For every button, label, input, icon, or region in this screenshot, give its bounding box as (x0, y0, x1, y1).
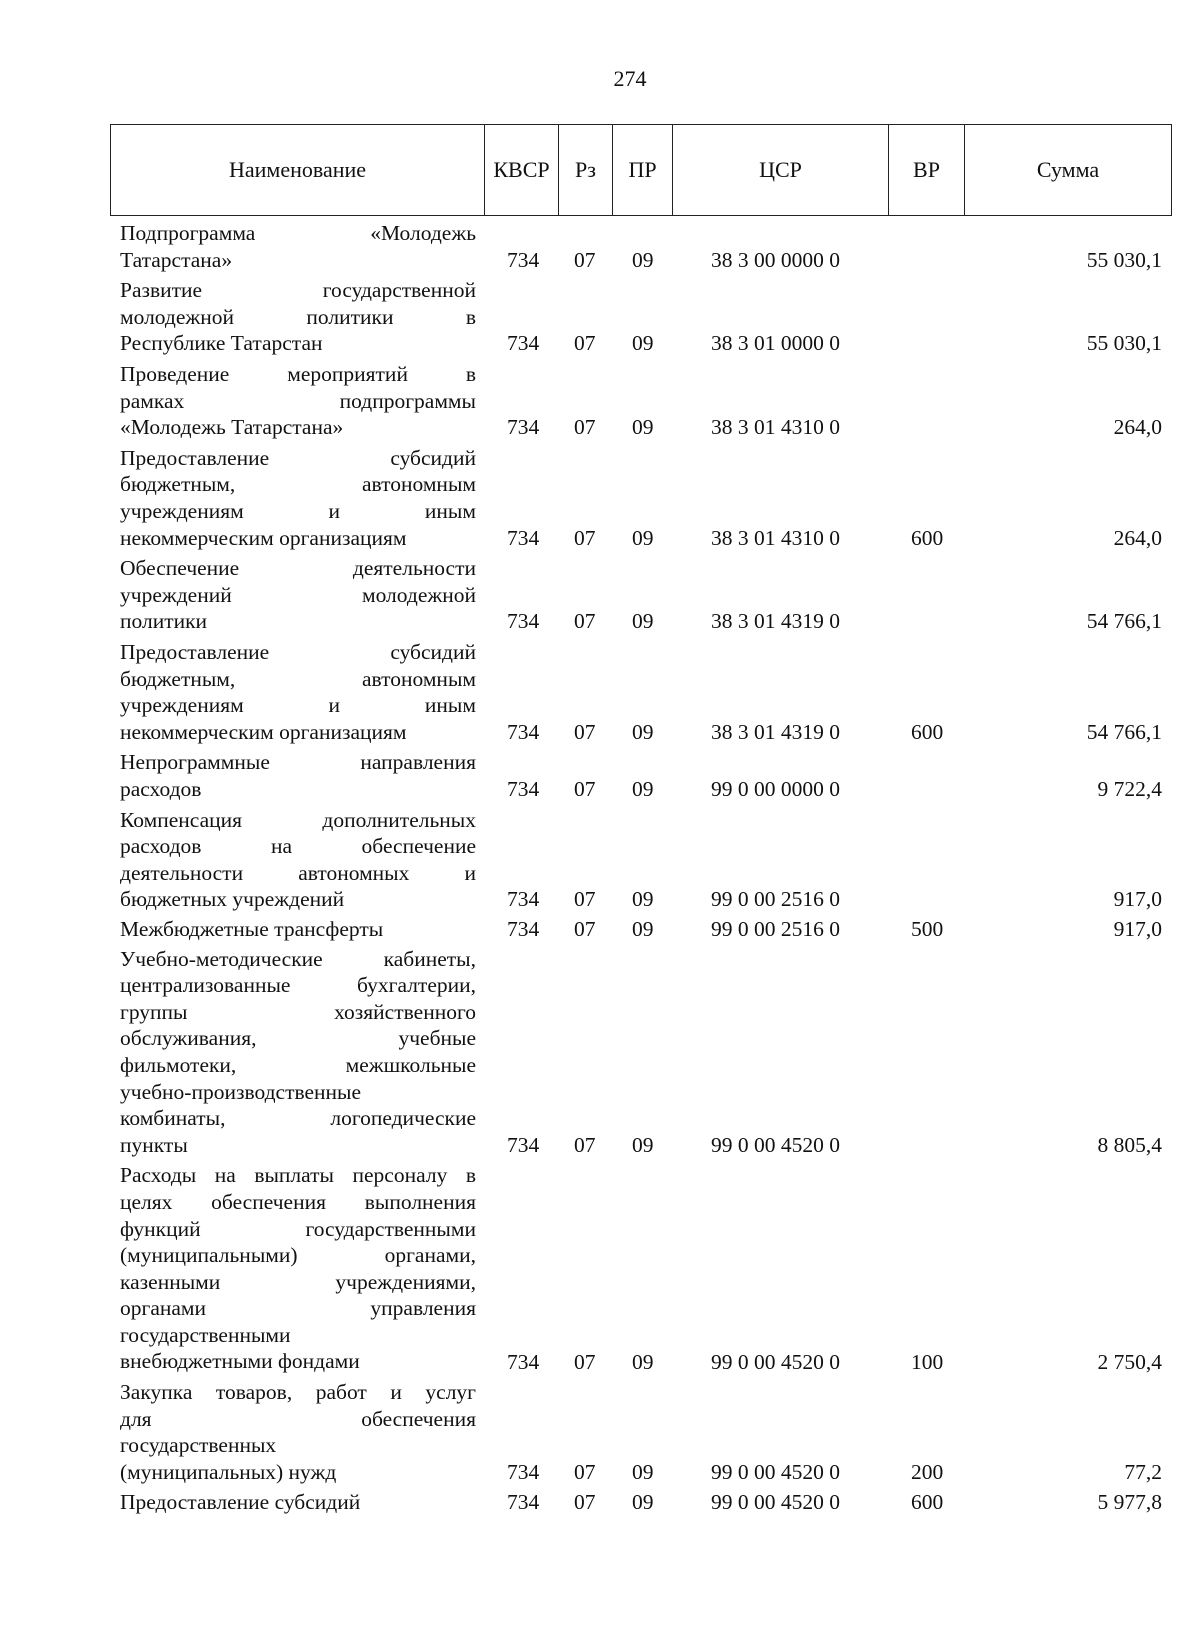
row-vr: 600 (911, 525, 944, 550)
row-kvsr: 734 (507, 776, 540, 801)
row-name-line: некоммерческим организациям (120, 719, 407, 744)
row-name-line: централизованные бухгалтерии, (120, 973, 476, 998)
row-vr: 200 (911, 1459, 944, 1484)
row-csr: 99 0 00 0000 0 (711, 776, 840, 801)
table-row (0, 749, 1200, 802)
row-csr: 99 0 00 4520 0 (711, 1132, 840, 1157)
row-name-line: функций государственными (120, 1216, 476, 1241)
row-name-line: рамках подпрограммы (120, 388, 476, 413)
row-sum: 2 750,4 (1097, 1349, 1162, 1374)
row-csr: 99 0 00 4520 0 (711, 1489, 840, 1514)
row-csr: 38 3 01 0000 0 (711, 331, 840, 356)
row-name-line: «Молодежь Татарстана» (120, 415, 344, 440)
row-name-line: органами управления (120, 1296, 476, 1321)
row-name (120, 555, 476, 635)
row-name-line: Обеспечение деятельности (120, 556, 476, 581)
row-name (120, 220, 476, 273)
row-rz: 07 (574, 1132, 596, 1157)
table-row (0, 639, 1200, 745)
row-pr: 09 (632, 247, 654, 272)
row-sum: 264,0 (1113, 525, 1162, 550)
row-name-line: государственных (120, 1433, 277, 1458)
row-csr: 38 3 01 4310 0 (711, 525, 840, 550)
row-csr: 99 0 00 2516 0 (711, 916, 840, 941)
row-name-line: Предоставление субсидий (120, 445, 476, 470)
table-row (0, 1379, 1200, 1485)
row-name-line: Развитие государственной (120, 278, 476, 303)
table-row (0, 946, 1200, 1159)
row-name (120, 445, 476, 551)
row-name-line: учебно-производственные (120, 1079, 362, 1104)
header-sum: Сумма (1036, 157, 1100, 182)
row-pr: 09 (632, 1459, 654, 1484)
row-name-line: государственными (120, 1322, 291, 1347)
row-vr: 500 (911, 916, 944, 941)
row-csr: 38 3 01 4319 0 (711, 719, 840, 744)
row-sum: 9 722,4 (1097, 776, 1162, 801)
table-row (0, 1489, 1200, 1516)
row-name-line: обслуживания, учебные (120, 1026, 476, 1051)
row-name-line: Межбюджетные трансферты (120, 916, 384, 941)
row-pr: 09 (632, 415, 654, 440)
header-csr: ЦСР (673, 125, 889, 215)
row-csr: 99 0 00 4520 0 (711, 1349, 840, 1374)
row-name-line: Предоставление субсидий (120, 1489, 361, 1514)
row-sum: 917,0 (1113, 887, 1162, 912)
row-rz: 07 (574, 331, 596, 356)
row-rz: 07 (574, 1349, 596, 1374)
row-rz: 07 (574, 719, 596, 744)
row-name (120, 916, 476, 943)
row-name (120, 277, 476, 357)
row-csr: 38 3 01 4319 0 (711, 609, 840, 634)
row-pr: 09 (632, 609, 654, 634)
row-rz: 07 (574, 609, 596, 634)
row-name-line: комбинаты, логопедические (120, 1106, 476, 1131)
row-rz: 07 (574, 776, 596, 801)
row-pr: 09 (632, 525, 654, 550)
row-sum: 77,2 (1124, 1459, 1162, 1484)
row-name-line: Проведение мероприятий в (120, 361, 476, 386)
row-name-line: учреждениям и иным (120, 498, 476, 523)
row-name-line: молодежной политики в (120, 304, 476, 329)
table-row (0, 807, 1200, 913)
row-name-line: некоммерческим организациям (120, 525, 407, 550)
table-row (0, 220, 1200, 273)
row-name-line: расходов (120, 776, 202, 801)
table-row (0, 916, 1200, 943)
row-name-line: Республике Татарстан (120, 331, 323, 356)
row-rz: 07 (574, 525, 596, 550)
row-rz: 07 (574, 1459, 596, 1484)
row-name-line: Компенсация дополнительных (120, 807, 476, 832)
row-name-line: деятельности автономных и (120, 860, 476, 885)
row-name-line: Предоставление субсидий (120, 639, 476, 664)
row-name-line: казенными учреждениями, (120, 1269, 476, 1294)
row-kvsr: 734 (507, 1349, 540, 1374)
row-name-line: (муниципальных) нужд (120, 1459, 337, 1484)
row-pr: 09 (632, 1132, 654, 1157)
row-name-line: бюджетных учреждений (120, 887, 345, 912)
row-sum: 55 030,1 (1086, 247, 1162, 272)
header-vr: ВР (889, 125, 965, 215)
row-name (120, 1162, 476, 1375)
row-csr: 99 0 00 2516 0 (711, 887, 840, 912)
row-kvsr: 734 (507, 609, 540, 634)
row-name-line: бюджетным, автономным (120, 472, 476, 497)
row-kvsr: 734 (507, 887, 540, 912)
row-name-line: целях обеспечения выполнения (120, 1189, 476, 1214)
row-name (120, 749, 476, 802)
header-name: Наименование (111, 125, 485, 215)
row-kvsr: 734 (507, 525, 540, 550)
table-row (0, 361, 1200, 441)
row-name (120, 946, 476, 1159)
row-pr: 09 (632, 916, 654, 941)
row-name-line: учреждениям и иным (120, 693, 476, 718)
row-sum: 264,0 (1113, 415, 1162, 440)
row-vr: 600 (911, 719, 944, 744)
row-kvsr: 734 (507, 1459, 540, 1484)
row-pr: 09 (632, 331, 654, 356)
row-sum: 55 030,1 (1086, 331, 1162, 356)
row-sum: 5 977,8 (1097, 1489, 1162, 1514)
row-name-line: фильмотеки, межшкольные (120, 1052, 476, 1077)
row-name-line: внебюджетными фондами (120, 1349, 360, 1374)
row-pr: 09 (632, 1349, 654, 1374)
row-sum: 54 766,1 (1086, 609, 1162, 634)
row-name-line: Непрограммные направления (120, 750, 476, 775)
row-rz: 07 (574, 247, 596, 272)
row-name-line: пункты (120, 1132, 188, 1157)
row-vr: 100 (911, 1349, 944, 1374)
row-kvsr: 734 (507, 1489, 540, 1514)
row-rz: 07 (574, 916, 596, 941)
page-number: 274 (613, 66, 647, 91)
row-csr: 99 0 00 4520 0 (711, 1459, 840, 1484)
row-kvsr: 734 (507, 331, 540, 356)
row-sum: 8 805,4 (1097, 1132, 1162, 1157)
table-body (0, 216, 1200, 1515)
row-name-line: политики (120, 609, 208, 634)
row-csr: 38 3 01 4310 0 (711, 415, 840, 440)
row-rz: 07 (574, 887, 596, 912)
table-row (0, 445, 1200, 551)
row-name (120, 1489, 476, 1516)
row-name-line: Татарстана» (120, 247, 233, 272)
header-pr: ПР (613, 125, 673, 215)
table-header (110, 124, 1172, 216)
table-row (0, 555, 1200, 635)
row-pr: 09 (632, 887, 654, 912)
row-name-line: для обеспечения (120, 1406, 476, 1431)
row-kvsr: 734 (507, 916, 540, 941)
row-name (120, 1379, 476, 1485)
table-row (0, 1162, 1200, 1375)
row-name-line: Закупка товаров, работ и услуг (120, 1380, 476, 1405)
row-name-line: Подпрограмма «Молодежь (120, 221, 476, 245)
row-name-line: Учебно-методические кабинеты, (120, 946, 476, 971)
row-name-line: бюджетным, автономным (120, 666, 476, 691)
row-pr: 09 (632, 1489, 654, 1514)
row-name-line: группы хозяйственного (120, 999, 476, 1024)
header-kvsr: КВСР (485, 125, 559, 215)
row-sum: 917,0 (1113, 916, 1162, 941)
row-kvsr: 734 (507, 719, 540, 744)
row-rz: 07 (574, 415, 596, 440)
row-vr: 600 (911, 1489, 944, 1514)
row-name-line: (муниципальными) органами, (120, 1243, 476, 1268)
row-kvsr: 734 (507, 247, 540, 272)
row-name (120, 361, 476, 441)
row-rz: 07 (574, 1489, 596, 1514)
row-name-line: расходов на обеспечение (120, 834, 476, 859)
row-name-line: Расходы на выплаты персоналу в (120, 1163, 476, 1188)
row-name (120, 639, 476, 745)
table-row (0, 277, 1200, 357)
row-kvsr: 734 (507, 415, 540, 440)
row-pr: 09 (632, 719, 654, 744)
header-rz: Рз (559, 125, 613, 215)
row-name-line: учреждений молодежной (120, 582, 476, 607)
row-kvsr: 734 (507, 1132, 540, 1157)
row-pr: 09 (632, 776, 654, 801)
row-csr: 38 3 00 0000 0 (711, 247, 840, 272)
row-sum: 54 766,1 (1086, 719, 1162, 744)
row-name (120, 807, 476, 913)
